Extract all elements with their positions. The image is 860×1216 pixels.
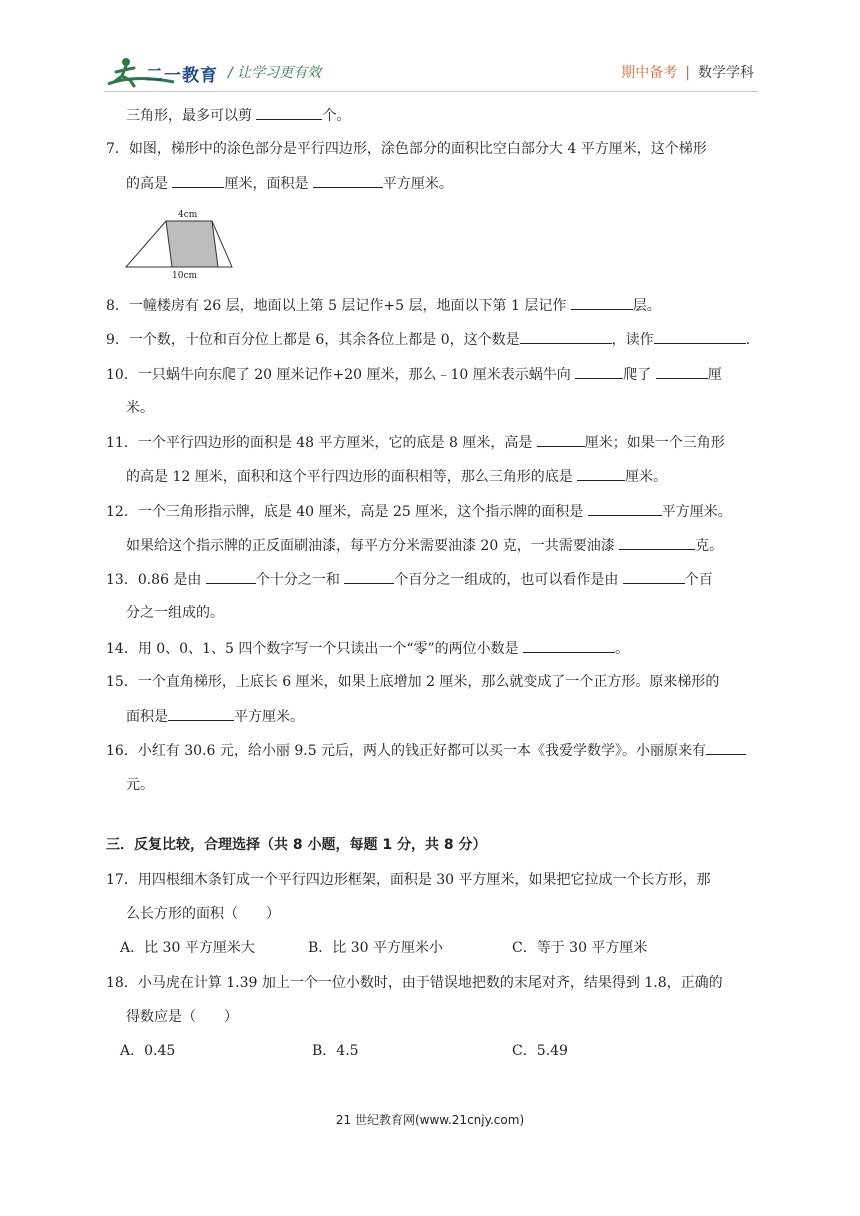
q9-text-c: . bbox=[745, 332, 751, 348]
q8-text: 8．一幢楼房有 26 层，地面以上第 5 层记作+5 层，地面以下第 1 层记作 bbox=[106, 298, 571, 314]
answer-blank[interactable] bbox=[520, 329, 612, 344]
figure-label-top: 4cm bbox=[178, 210, 198, 220]
q13-line2: 分之一组成的。 bbox=[126, 605, 224, 621]
q7-text-a: 的高是 bbox=[126, 176, 173, 192]
answer-blank[interactable] bbox=[654, 329, 746, 344]
answer-blank[interactable] bbox=[623, 569, 685, 584]
q8-text-end: 层。 bbox=[632, 298, 661, 314]
q13-line1 bbox=[106, 569, 713, 590]
q16-line2: 元。 bbox=[126, 777, 154, 793]
q18-line2: 得数应是（ ） bbox=[126, 1009, 238, 1025]
q12-line1 bbox=[106, 501, 732, 522]
q14-text-end: 。 bbox=[615, 641, 630, 657]
answer-blank[interactable] bbox=[168, 706, 234, 721]
q10-text-c: 厘 bbox=[707, 367, 722, 383]
answer-blank[interactable] bbox=[706, 740, 746, 755]
q12-text-b: 平方厘米。 bbox=[661, 504, 732, 520]
q14-text: 14．用 0、0、1、5 四个数字写一个只读出一个“零”的两位小数是 bbox=[106, 641, 524, 657]
q6-text: 三角形，最多可以剪 bbox=[126, 108, 257, 124]
q9-text: 9．一个数，十位和百分位上都是 6，其余各位上都是 0，这个数是 bbox=[106, 332, 520, 348]
q11-line1 bbox=[106, 432, 725, 453]
answer-blank[interactable] bbox=[344, 569, 394, 584]
answer-blank[interactable] bbox=[172, 173, 224, 188]
q15-line1: 15．一个直角梯形，上底长 6 厘米，如果上底增加 2 厘米，那么就变成了一个正方形。原来梯形的 bbox=[106, 674, 720, 690]
tag-exam: 期中备考 bbox=[621, 65, 678, 81]
header-divider bbox=[104, 91, 758, 92]
q6-text-end: 个。 bbox=[322, 108, 351, 124]
answer-blank[interactable] bbox=[206, 569, 256, 584]
section-heading: 三．反复比较，合理选择（共 8 小题，每题 1 分，共 8 分） bbox=[106, 837, 487, 853]
q16-text: 16．小红有 30.6 元，给小丽 9.5 元后，两人的钱正好都可以买一本《我爱学数学》。小丽原来有 bbox=[106, 743, 707, 759]
q17-option-b[interactable]: B．比 30 平方厘米小 bbox=[308, 940, 444, 956]
q17-line2: 么长方形的面积（ ） bbox=[126, 906, 280, 922]
q18-option-c[interactable]: C．5.49 bbox=[512, 1043, 568, 1059]
q11-text-c: 的高是 12 厘米，面积和这个平行四边形的面积相等，那么三角形的底是 bbox=[126, 469, 578, 485]
answer-blank[interactable] bbox=[523, 638, 615, 653]
answer-blank[interactable] bbox=[588, 501, 662, 516]
q13-text-d: 个百 bbox=[684, 572, 713, 588]
q6-tail bbox=[126, 105, 350, 126]
q10-line1 bbox=[106, 364, 722, 385]
q13-text-c: 个百分之一组成的，也可以看作是由 bbox=[394, 572, 623, 588]
q11-line2 bbox=[126, 466, 667, 487]
q13-text-a: 13．0.86 是由 bbox=[106, 572, 206, 588]
q11-text-b: 厘米；如果一个三角形 bbox=[584, 435, 725, 451]
slogan: / 让学习更有效 bbox=[228, 65, 322, 81]
q11-text-a: 11．一个平行四边形的面积是 48 平方厘米，它的底是 8 厘米，高是 bbox=[106, 435, 537, 451]
q7-text-c: 平方厘米。 bbox=[382, 176, 453, 192]
q17-option-a[interactable]: A．比 30 平方厘米大 bbox=[120, 940, 255, 956]
answer-blank[interactable] bbox=[656, 364, 708, 379]
tag-subject: 数学学科 bbox=[698, 65, 754, 81]
q12-text-c: 如果给这个指示牌的正反面刷油漆，每平方分米需要油漆 20 克，一共需要油漆 bbox=[126, 538, 620, 554]
q17-option-c[interactable]: C．等于 30 平方厘米 bbox=[512, 940, 648, 956]
q15-line2 bbox=[126, 706, 304, 727]
q18-option-a[interactable]: A．0.45 bbox=[120, 1043, 176, 1059]
q15-text-b: 平方厘米。 bbox=[234, 709, 304, 725]
q7-line2 bbox=[126, 173, 453, 194]
trapezoid-figure bbox=[122, 203, 238, 281]
q12-text-d: 克。 bbox=[695, 538, 724, 554]
answer-blank[interactable] bbox=[577, 466, 625, 481]
figure-label-bottom: 10cm bbox=[172, 271, 198, 281]
q9-text-b: ，读作 bbox=[611, 332, 654, 348]
q18-line1: 18．小马虎在计算 1.39 加上一个一位小数时，由于错误地把数的末尾对齐，结果得到 1.8，正确的 bbox=[106, 975, 723, 991]
logo-text: 二一教育 bbox=[146, 66, 218, 86]
q13-text-b: 个十分之一和 bbox=[255, 572, 345, 588]
q8 bbox=[106, 295, 661, 316]
q18-option-b[interactable]: B．4.5 bbox=[312, 1043, 359, 1059]
q14 bbox=[106, 638, 629, 659]
q15-text-a: 面积是 bbox=[126, 709, 168, 725]
answer-blank[interactable] bbox=[537, 432, 585, 447]
answer-blank[interactable] bbox=[619, 535, 695, 550]
q12-line2 bbox=[126, 535, 723, 556]
q10-text-b: 爬了 bbox=[623, 367, 656, 383]
q10-text-a: 10．一只蜗牛向东爬了 20 厘米记作+20 厘米，那么﹣10 厘米表示蜗牛向 bbox=[106, 367, 576, 383]
answer-blank[interactable] bbox=[256, 105, 322, 120]
answer-blank[interactable] bbox=[571, 295, 633, 310]
q10-line2: 米。 bbox=[126, 400, 154, 416]
header-tag bbox=[621, 62, 754, 82]
q11-text-d: 厘米。 bbox=[625, 469, 668, 485]
page-footer: 21 世纪教育网(www.21cnjy.com) bbox=[335, 1113, 525, 1127]
q7-text-b: 厘米，面积是 bbox=[224, 176, 313, 192]
page-header bbox=[0, 0, 860, 96]
q17-line1: 17．用四根细木条钉成一个平行四边形框架，面积是 30 平方厘米，如果把它拉成一个长方形，那 bbox=[106, 872, 711, 888]
q12-text-a: 12．一个三角形指示牌，底是 40 厘米，高是 25 厘米，这个指示牌的面积是 bbox=[106, 504, 588, 520]
q9 bbox=[106, 329, 750, 350]
tag-separator: | bbox=[685, 65, 690, 81]
answer-blank[interactable] bbox=[575, 364, 623, 379]
answer-blank[interactable] bbox=[313, 173, 383, 188]
q16-line1 bbox=[106, 740, 746, 761]
q7-line1: 7．如图，梯形中的涂色部分是平行四边形，涂色部分的面积比空白部分大 4 平方厘米，这个梯形 bbox=[106, 141, 707, 157]
